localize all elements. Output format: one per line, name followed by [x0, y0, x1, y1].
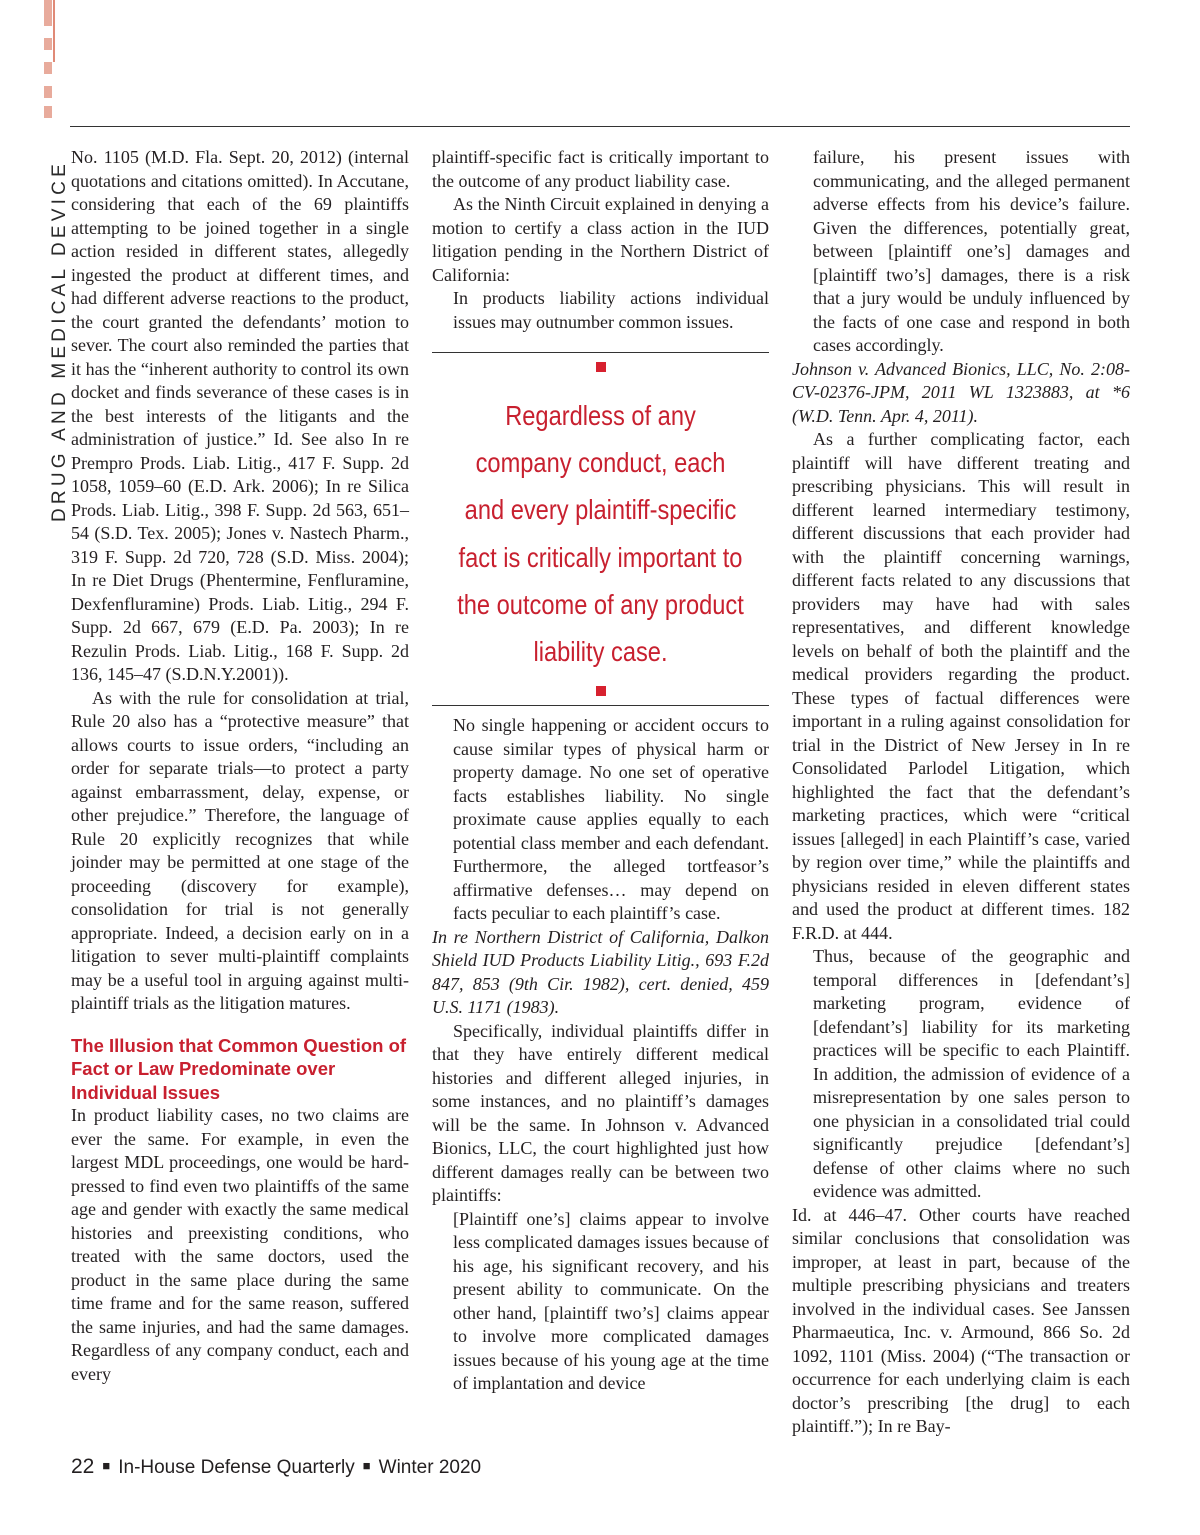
publication-name: In-House Defense Quarterly: [118, 1457, 355, 1478]
block-quote: Thus, because of the geographic and temporal differences in [defendant’s] marketing program, evidence of [defendant’s] liability for its marketing practices will be specific to each Plaintiff. In addition, the admission of evidence of a misrepresentation by one sales person to one physician in a consolidated trial could significantly prejudice [defendant’s] defense of other claims where no such evidence was admitted.: [813, 946, 1130, 1201]
block-quote: No single happening or accident occurs to cause similar types of physical harm or property damage. No one set of operative facts establishes liability. No single proximate cause applies equally to each potential class member and each defendant. Furthermore, the alleged tortfeasor’s affirmative defenses… may depend on facts peculiar to each plaintiff’s case.: [453, 715, 769, 923]
pull-quote-text: Regardless of any company conduct, each and every plaintiff-specific fact is critically important to the outcome of any product liability case.: [457, 400, 744, 668]
pull-quote: [432, 352, 769, 707]
sidebar-color-stripe: [44, 0, 52, 120]
column-2: [432, 146, 769, 1396]
pull-quote-square-icon: [596, 362, 606, 372]
citation: In re Northern District of California, Dalkon Shield IUD Products Liability Litig., 693 F.2d 847, 853 (9th Cir. 1982), cert. denied, 459 U.S. 1171 (1983).: [432, 926, 769, 1017]
column-1: [71, 146, 409, 1386]
paragraph: As the Ninth Circuit explained in denying a motion to certify a class action in the IUD litigation pending in the Northern District of California:: [432, 194, 769, 285]
sidebar-accent-line: [53, 0, 55, 62]
paragraph: plaintiff-specific fact is critically important to the outcome of any product liability case.: [432, 147, 769, 191]
citation: Johnson v. Advanced Bionics, LLC, No. 2:08-CV-02376-JPM, 2011 WL 1323883, at *6 (W.D. Tenn. Apr. 4, 2011).: [792, 358, 1130, 426]
block-quote: In products liability actions individual issues may outnumber common issues.: [453, 288, 769, 332]
header-rule: [70, 126, 1130, 127]
paragraph: Id. at 446–47. Other courts have reached similar conclusions that consolidation was improper, at least in part, because of the multiple prescribing physicians and treaters involved in the individual cases. See Janssen Pharmaeutica, Inc. v. Armound, 866 So. 2d 1092, 1101 (Miss. 2004) (“The transaction or occurrence for each underlying claim is each doctor’s prescribing [the drug] to each plaintiff.”); In re Bay-: [792, 1204, 1130, 1436]
section-heading: The Illusion that Common Question of Fact or Law Predominate over Individual Issues: [71, 1034, 407, 1103]
paragraph: No. 1105 (M.D. Fla. Sept. 20, 2012) (internal quotations and citations omitted). In Accutane, considering that each of the 69 plaintiffs attempting to be joined together in a single action resided in different states, allegedly ingested the product at different times, and had different adverse reactions to the product, the court granted the defendants’ motion to sever. The court also reminded the parties that it has the “inherent authority to control its own docket and finds severance of these cases is in the best interests of the litigants and the administration of justice.” Id. See also In re Prempro Prods. Liab. Litig., 417 F. Supp. 2d 1058, 1059–60 (E.D. Ark. 2006); In re Silica Prods. Liab. Litig., 398 F. Supp. 2d 563, 651–54 (S.D. Tex. 2005); Jones v. Nastech Pharm., 319 F. Supp. 2d 720, 728 (S.D. Miss. 2004); In re Diet Drugs (Phentermine, Fenfluramine, Dexfenfluramine) Prods. Liab. Litig., 294 F. Supp. 2d 667, 679 (E.D. Pa. 2003); In re Rezulin Prods. Liab. Litig., 168 F. Supp. 2d 136, 145–47 (S.D.N.Y.2001)).: [71, 147, 409, 684]
page-footer: [71, 1455, 481, 1479]
paragraph: In product liability cases, no two claims are ever the same. For example, in even the largest MDL proceedings, one would be hard-pressed to find even two plaintiffs of the same age and gender with exactly the same medical histories and preexisting conditions, who treated with the same doctors, used the product in the same place during the same time frame and for the same reason, suffered the same injuries, and had the same damages. Regardless of any company conduct, each and every: [71, 1105, 409, 1384]
paragraph: As a further complicating factor, each plaintiff will have different treating and prescribing physicians. This will result in different learned intermediary testimony, different discussions that each provider had with the plaintiff concerning warnings, different facts related to any discussions that providers may have had with sales representatives, and different knowledge levels on behalf of both the plaintiff and the medical providers regarding the product. These types of factual differences were important in a ruling against consolidation for trial in the District of New Jersey in In re Consolidated Parlodel Litigation, which highlighted the fact that the defendant’s marketing practices, which were “critical issues [alleged] in each Plaintiff’s case, varied by region over time,” while the plaintiffs and physicians resided in eleven different states and used the product at different times. 182 F.R.D. at 444.: [792, 429, 1130, 943]
paragraph: Specifically, individual plaintiffs differ in that they have entirely different medical histories and different alleged injuries, in some instances, and no plaintiff’s damages will be the same. In Johnson v. Advanced Bionics, LLC, the court highlighted just how different damages really can be between two plaintiffs:: [432, 1020, 769, 1205]
block-quote: [Plaintiff one’s] claims appear to involve less complicated damages issues because of his age, his significant recovery, and his present ability to communicate. On the other hand, [plaintiff two’s] claims appear to involve more complicated damages issues because of his young age at the time of implantation and device: [453, 1208, 769, 1393]
block-quote: failure, his present issues with communicating, and the alleged permanent adverse effects from his device’s failure. Given the differences, potentially great, between [plaintiff one’s] damages and [plaintiff two’s] damages, there is a risk that a jury would be unduly influenced by the facts of one case and respond in both cases accordingly.: [813, 147, 1130, 355]
page-number: 22: [71, 1455, 95, 1478]
column-3: [792, 146, 1130, 1439]
bullet-icon: ■: [362, 1458, 371, 1473]
paragraph: As with the rule for consolidation at trial, Rule 20 also has a “protective measure” that allows courts to issue orders, “including an order for separate trials—to protect a party against embarrassment, delay, expense, or other prejudice.” Therefore, the language of Rule 20 explicitly recognizes that while joinder may be permitted at one stage of the proceeding (discovery for example), consolidation for trial is not generally appropriate. Indeed, a decision early on in a litigation to sever multi-plaintiff complaints may be a useful tool in arguing against multi-plaintiff trials as the litigation matures.: [71, 687, 409, 1013]
issue-date: Winter 2020: [378, 1457, 482, 1478]
bullet-icon: ■: [102, 1458, 111, 1473]
pull-quote-bottom-rule: [432, 705, 769, 706]
section-label: DRUG AND MEDICAL DEVICE: [49, 160, 70, 522]
pull-quote-square-icon: [596, 686, 606, 696]
pull-quote-top-rule: [432, 352, 769, 353]
